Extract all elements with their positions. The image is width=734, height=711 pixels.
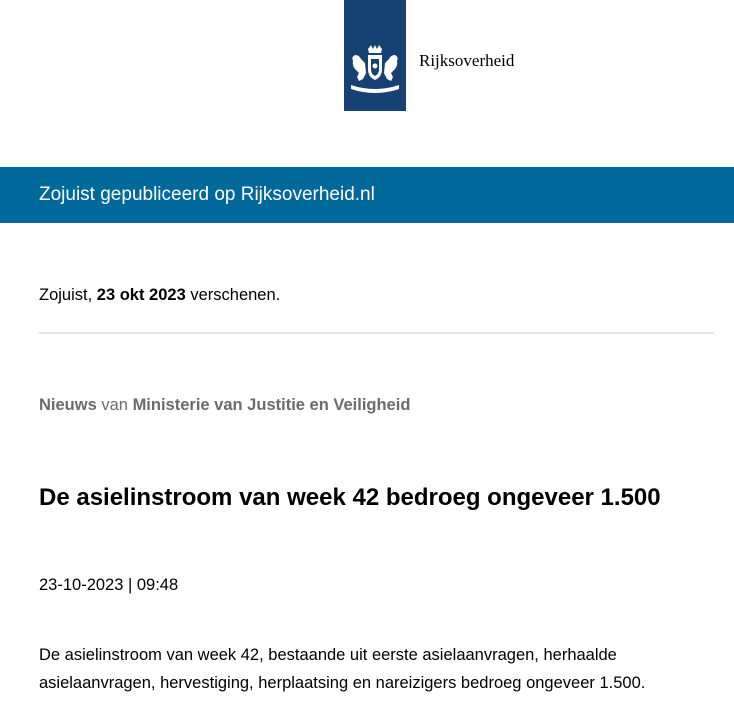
article-body: De asielinstroom van week 42, bestaande uit eerste asielaanvragen, herhaalde asielaanvragen, hervestiging, herplaatsing en nareizigers bedroeg ongeveer 1.500. [39,646,646,692]
intro-prefix: Zojuist, [39,286,97,304]
intro-date: 23 okt 2023 [96,286,186,304]
divider [39,332,714,334]
article-title[interactable]: De asielinstroom van week 42 bedroeg ongeveer 1.500 [39,484,661,511]
logo-block[interactable] [344,0,406,111]
article-ministry[interactable]: Ministerie van Justitie en Veiligheid [132,396,411,414]
intro-suffix: verschenen. [185,286,281,304]
dutch-coat-of-arms-icon [347,45,403,97]
article-source [39,395,410,415]
publication-banner [0,167,734,223]
article-datetime: 23-10-2023 | 09:48 [39,576,179,594]
article-type: Nieuws [39,396,97,414]
brand-name: Rijksoverheid [419,51,515,70]
banner-text: Zojuist gepubliceerd op Rijksoverheid.nl [39,184,375,205]
source-connector: van [96,396,133,414]
publication-intro [39,285,280,305]
